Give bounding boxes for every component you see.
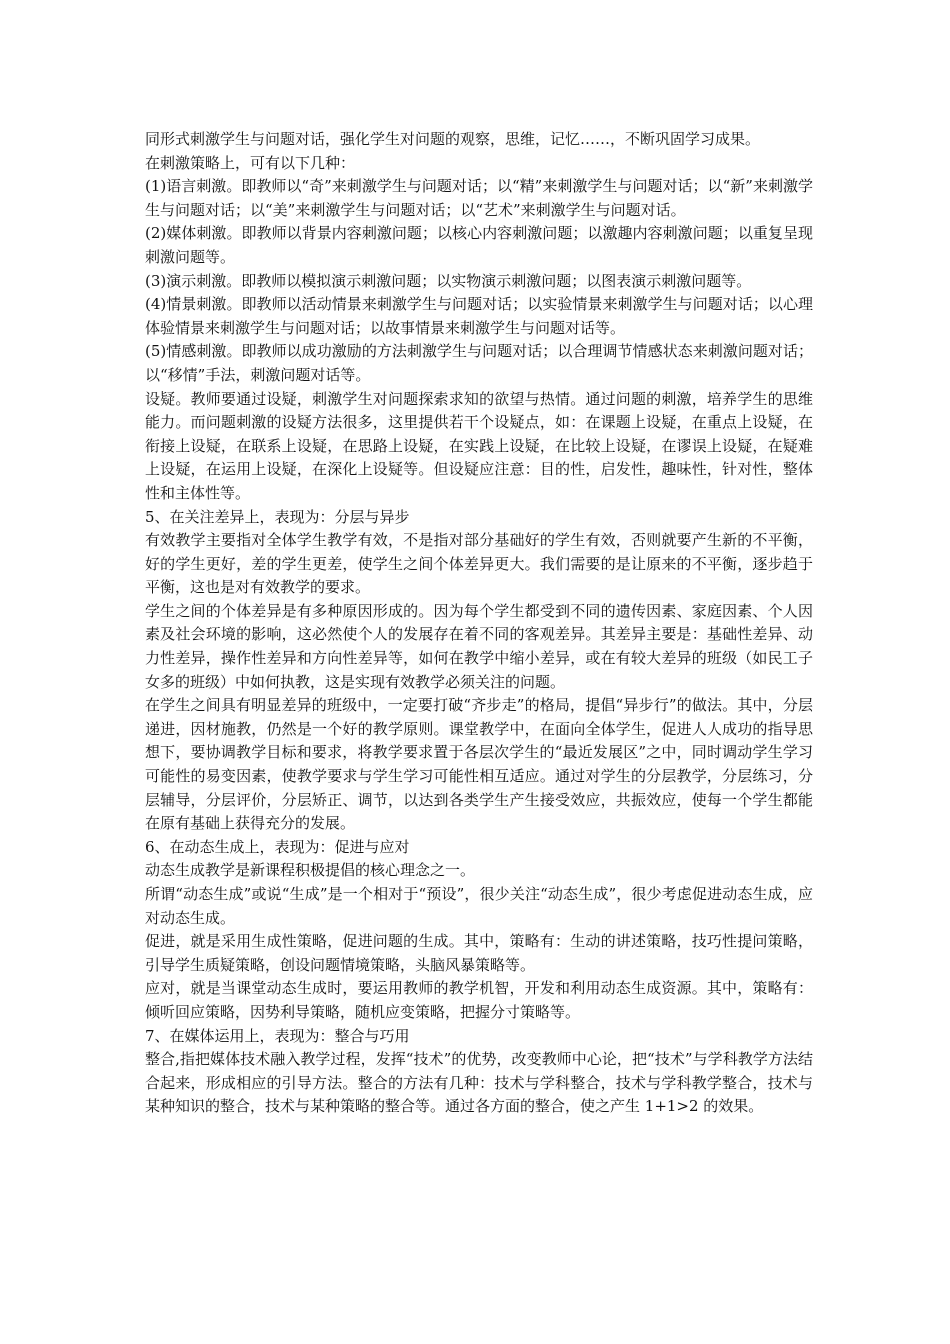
paragraph: 在学生之间具有明显差异的班级中，一定要打破“齐步走”的格局，提倡“异步行”的做法。其中，分层递进，因材施教，仍然是一个好的教学原则。课堂教学中，在面向全体学生，促进人人成功的指导思想下，要协调教学目标和要求，将教学要求置于各层次学生的“最近发展区”之中，同时调动学生学习可能性的易变因素，使教学要求与学生学习可能性相互适应。通过对学生的分层教学，分层练习，分层辅导，分层评价，分层矫正、调节，以达到各类学生产生接受效应，共振效应，使每一个学生都能在原有基础上获得充分的发展。 bbox=[145, 696, 813, 833]
paragraph: 所谓“动态生成”或说“生成”是一个相对于“预设”，很少关注“动态生成”，很少考虑促进动态生成，应对动态生成。 bbox=[145, 885, 813, 927]
paragraph: 设疑。教师要通过设疑，刺激学生对问题探索求知的欲望与热情。通过问题的刺激，培养学生的思维能力。而问题刺激的设疑方法很多，这里提供若干个设疑点，如：在课题上设疑，在重点上设疑，在衔接上设疑，在联系上设疑，在思路上设疑，在实践上设疑，在比较上设疑，在谬误上设疑，在疑难上设疑，在运用上设疑，在深化上设疑等。但设疑应注意：目的性，启发性，趣味性，针对性，整体性和主体性等。 bbox=[145, 389, 813, 502]
paragraph: (2)媒体刺激。即教师以背景内容刺激问题；以核心内容刺激问题；以激趣内容刺激问题；以重复呈现刺激问题等。 bbox=[145, 224, 813, 266]
section-heading: 6、在动态生成上，表现为：促进与应对 bbox=[145, 837, 410, 856]
paragraph: 学生之间的个体差异是有多种原因形成的。因为每个学生都受到不同的遗传因素、家庭因素、个人因素及社会环境的影响，这必然使个人的发展存在着不同的客观差异。其差异主要是：基础性差异、动力性差异，操作性差异和方向性差异等，如何在教学中缩小差异，或在有较大差异的班级（如民工子女多的班级）中如何执教，这是实现有效教学必须关注的问题。 bbox=[145, 601, 813, 691]
paragraph: 同形式刺激学生与问题对话，强化学生对问题的观察，思维，记忆……，不断巩固学习成果。 bbox=[145, 130, 761, 148]
paragraph: (4)情景刺激。即教师以活动情景来刺激学生与问题对话；以实验情景来刺激学生与问题对话；以心理体验情景来刺激学生与问题对话；以故事情景来刺激学生与问题对话等。 bbox=[145, 295, 813, 337]
paragraph: (5)情感刺激。即教师以成功激励的方法刺激学生与问题对话；以合理调节情感状态来刺激问题对话；以“移情”手法，刺激问题对话等。 bbox=[145, 342, 813, 384]
paragraph: 在刺激策略上，可有以下几种： bbox=[145, 153, 356, 172]
paragraph: (1)语言刺激。即教师以“奇”来刺激学生与问题对话；以“精”来刺激学生与问题对话；以“新”来刺激学生与问题对话；以“美”来刺激学生与问题对话；以“艺术”来刺激学生与问题对话。 bbox=[145, 177, 813, 219]
paragraph: 促进，就是采用生成性策略，促进问题的生成。其中，策略有：生动的讲述策略，技巧性提问策略，引导学生质疑策略，创设问题情境策略，头脑风暴策略等。 bbox=[145, 932, 813, 974]
paragraph: 整合,指把媒体技术融入教学过程，发挥“技术”的优势，改变教师中心论，把“技术”与学科教学方法结合起来，形成相应的引导方法。整合的方法有几种：技术与学科整合，技术与学科教学整合，技术与某种知识的整合，技术与某种策略的整合等。通过各方面的整合，使之产生 1+1>2 的效果。 bbox=[145, 1050, 813, 1116]
paragraph: 应对，就是当课堂动态生成时，要运用教师的教学机智，开发和利用动态生成资源。其中，策略有：倾听回应策略，因势利导策略，随机应变策略，把握分寸策略等。 bbox=[145, 979, 813, 1021]
section-heading: 5、在关注差异上，表现为：分层与异步 bbox=[145, 507, 410, 526]
paragraph: (3)演示刺激。即教师以模拟演示刺激问题；以实物演示刺激问题；以图表演示刺激问题等。 bbox=[145, 271, 752, 290]
section-heading: 7、在媒体运用上，表现为：整合与巧用 bbox=[145, 1026, 410, 1045]
paragraph: 有效教学主要指对全体学生教学有效，不是指对部分基础好的学生有效，否则就要产生新的不平衡，好的学生更好，差的学生更差，使学生之间个体差异更大。我们需要的是让原来的不平衡，逐步趋于平衡，这也是对有效教学的要求。 bbox=[145, 531, 813, 597]
paragraph: 动态生成教学是新课程积极提倡的核心理念之一。 bbox=[145, 861, 476, 880]
document-page bbox=[145, 128, 813, 1119]
